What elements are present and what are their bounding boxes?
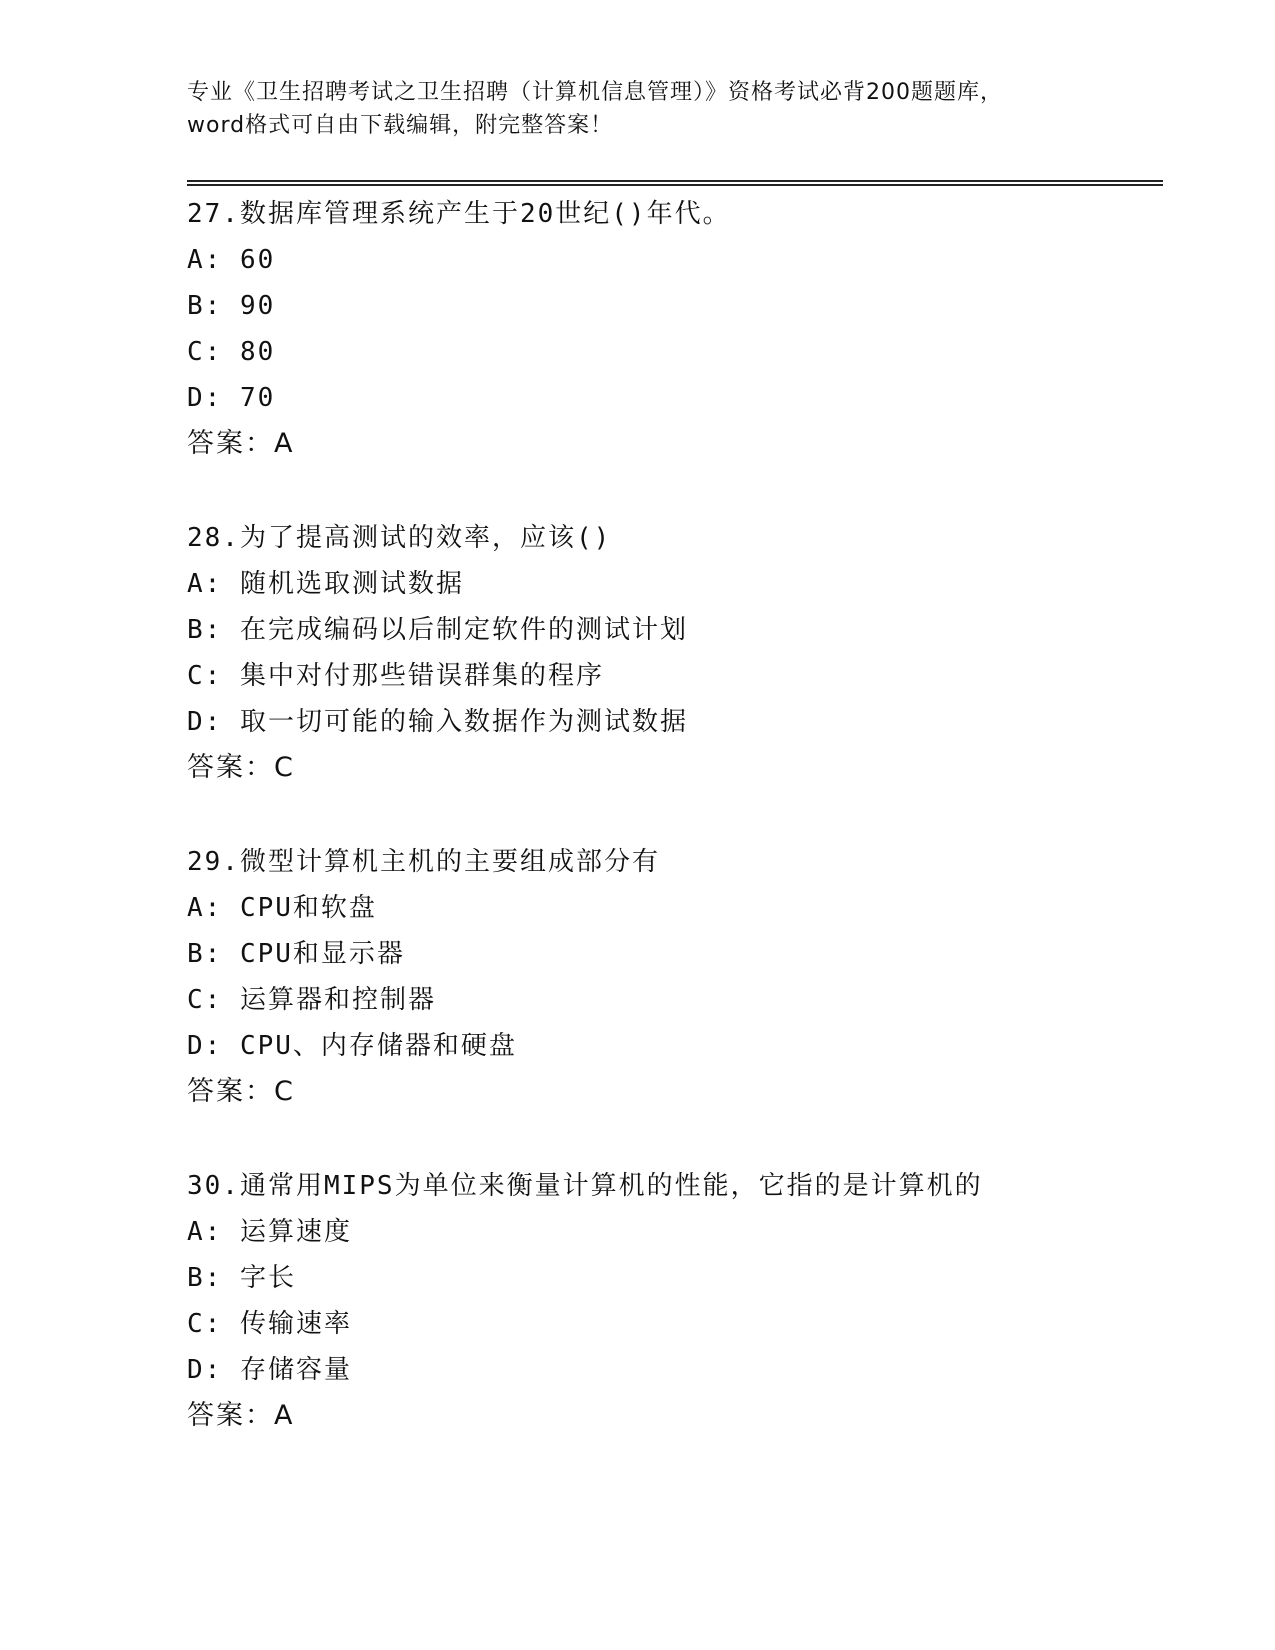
answer-label: 答案： [187,1400,274,1431]
answer-value: A [274,428,295,459]
option-b: B: 字长 [187,1263,296,1293]
answer-value: C [274,1076,295,1107]
answer-label: 答案： [187,1076,274,1107]
question-30 [187,1163,1163,1439]
option-a: A: 60 [187,245,276,275]
option-a: A: 运算速度 [187,1217,352,1247]
question-27 [187,191,1163,467]
document-header [187,76,1163,142]
option-b: B: 90 [187,291,276,321]
question-28 [187,515,1163,791]
option-d: D: 70 [187,383,276,413]
double-divider [187,180,1163,186]
option-d: D: 存储容量 [187,1355,352,1385]
answer-line [187,421,1163,467]
question-stem: 30.通常用MIPS为单位来衡量计算机的性能，它指的是计算机的 [187,1171,983,1201]
header-title-line-2: word格式可自由下载编辑，附完整答案！ [187,113,614,138]
option-a: A: 随机选取测试数据 [187,569,464,599]
question-stem: 27.数据库管理系统产生于20世纪()年代。 [187,199,731,229]
option-b: B: CPU和显示器 [187,939,405,969]
option-c: C: 集中对付那些错误群集的程序 [187,661,604,691]
option-c: C: 传输速率 [187,1309,352,1339]
option-d: D: CPU、内存储器和硬盘 [187,1031,517,1061]
answer-line [187,1069,1163,1115]
question-list [187,191,1163,1487]
answer-line [187,745,1163,791]
question-29 [187,839,1163,1115]
answer-value: A [274,1400,295,1431]
question-stem: 28.为了提高测试的效率，应该() [187,523,612,553]
option-c: C: 80 [187,337,276,367]
answer-line [187,1393,1163,1439]
answer-value: C [274,752,295,783]
header-title-line-1: 专业《卫生招聘考试之卫生招聘（计算机信息管理）》资格考试必背200题题库， [187,80,1003,105]
answer-label: 答案： [187,428,274,459]
option-b: B: 在完成编码以后制定软件的测试计划 [187,615,688,645]
option-c: C: 运算器和控制器 [187,985,436,1015]
question-stem: 29.微型计算机主机的主要组成部分有 [187,847,660,877]
answer-label: 答案： [187,752,274,783]
option-a: A: CPU和软盘 [187,893,377,923]
option-d: D: 取一切可能的输入数据作为测试数据 [187,707,688,737]
